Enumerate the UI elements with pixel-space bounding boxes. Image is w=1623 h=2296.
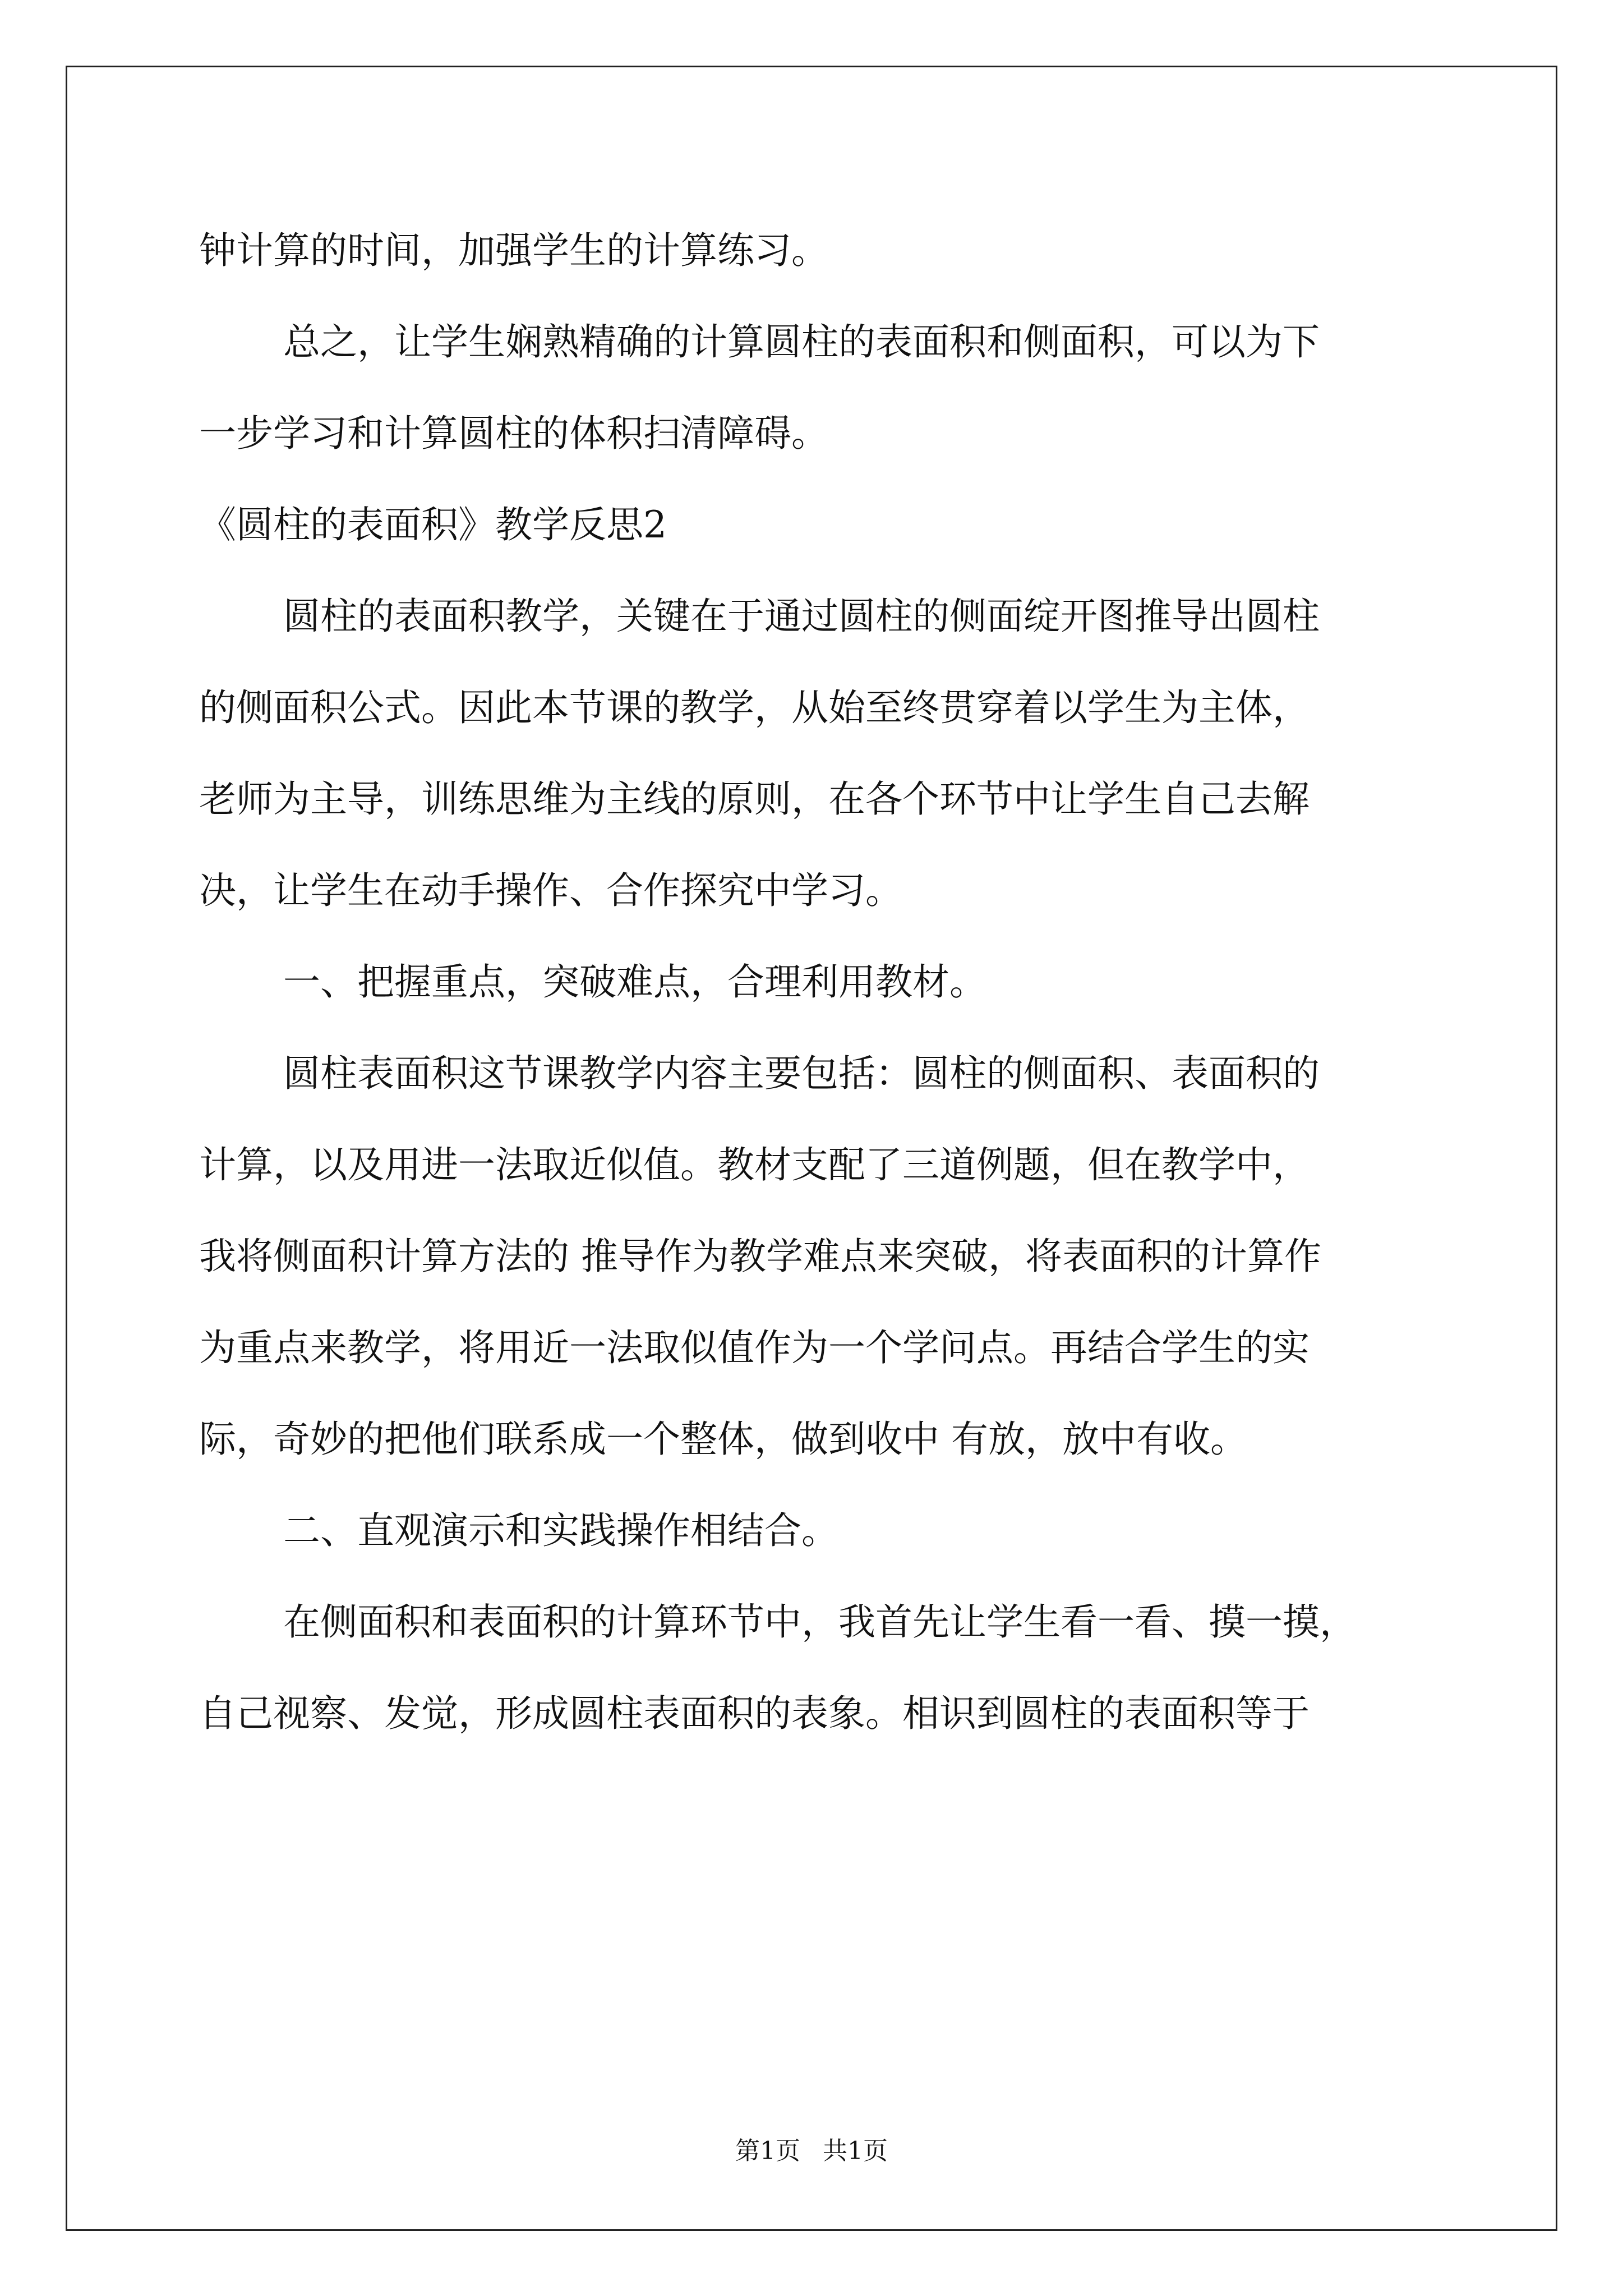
text-line-13: 为重点来教学，将用近一法取似值作为一个学问点。再结合学生的实 <box>199 1326 1310 1369</box>
text-line-11: 计算，以及用进一法取近似值。教材支配了三道例题，但在教学中， <box>199 1143 1310 1186</box>
page-total: 共1页 <box>823 2137 888 2165</box>
text-line-8: 决，让学生在动手操作、合作探究中学习。 <box>199 869 902 912</box>
subheading-two: 二、直观演示和实践操作相结合。 <box>283 1509 838 1552</box>
text-line-10: 圆柱表面积这节课教学内容主要包括：圆柱的侧面积、表面积的 <box>283 1052 1320 1095</box>
subheading-one: 一、把握重点，突破难点，合理利用教材。 <box>283 960 986 1004</box>
text-line-12: 我将侧面积计算方法的 推导作为教学难点来突破，将表面积的计算作 <box>199 1235 1321 1278</box>
text-line-14: 际，奇妙的把他们联系成一个整体，做到收中 有放，放中有收。 <box>199 1418 1247 1461</box>
text-line-17: 自己视察、发觉，形成圆柱表面积的表象。相识到圆柱的表面积等于 <box>199 1692 1310 1735</box>
text-line-1: 钟计算的时间，加强学生的计算练习。 <box>199 229 828 272</box>
page-footer <box>0 2134 1623 2168</box>
section-heading: 《圆柱的表面积》教学反思2 <box>199 503 667 546</box>
text-line-5: 圆柱的表面积教学，关键在于通过圆柱的侧面绽开图推导出圆柱 <box>283 595 1320 638</box>
text-line-16: 在侧面积和表面积的计算环节中，我首先让学生看一看、摸一摸， <box>283 1600 1357 1644</box>
text-line-3: 一步学习和计算圆柱的体积扫清障碍。 <box>199 412 828 455</box>
page-number: 第1页 <box>735 2137 800 2165</box>
text-line-6: 的侧面积公式。因此本节课的教学，从始至终贯穿着以学生为主体， <box>199 686 1310 729</box>
text-line-7: 老师为主导，训练思维为主线的原则，在各个环节中让学生自己去解 <box>199 777 1310 821</box>
text-line-2: 总之，让学生娴熟精确的计算圆柱的表面积和侧面积，可以为下 <box>283 320 1320 364</box>
document-body <box>199 205 1433 1759</box>
